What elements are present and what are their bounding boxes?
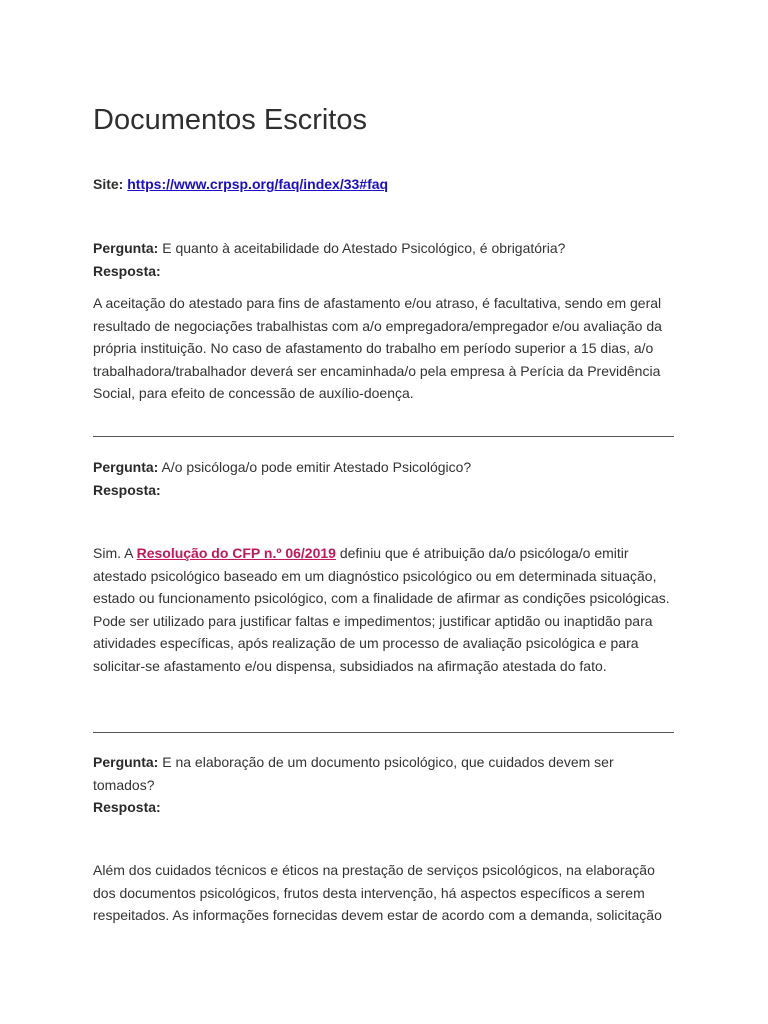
faq-item-2-answer xyxy=(93,542,675,677)
faq-item-2-question xyxy=(93,456,675,501)
faq-item-1-question xyxy=(93,237,675,282)
answer-rest: definiu que é atribuição da/o psicóloga/o emitir atestado psicológico baseado em um diagnóstico psicológico ou em determinada situação, estado ou funcionamento psicológico, com a finalidade de afirmar as condições psicológicas. Pode ser utilizado para justificar faltas e impedimentos; justificar aptidão ou inaptidão para atividades específicas, após realização de um processo de avaliação psicológica e para solicitar-se afastamento e/ou dispensa, subsidiados na afirmação atestada do fato. xyxy=(93,545,670,674)
question-label: Pergunta: xyxy=(93,754,159,770)
answer-label: Resposta: xyxy=(93,799,161,815)
divider xyxy=(93,436,674,437)
answer-text xyxy=(93,542,675,677)
faq-item-1-answer xyxy=(93,292,675,405)
answer-prefix: Sim. A xyxy=(93,545,137,561)
faq-item-3-question xyxy=(93,751,675,819)
divider xyxy=(93,732,674,733)
question-text: E quanto à aceitabilidade do Atestado Psicológico, é obrigatória? xyxy=(162,240,566,256)
site-link[interactable]: https://www.crpsp.org/faq/index/33#faq xyxy=(127,176,389,192)
question-label: Pergunta: xyxy=(93,240,159,256)
site-label: Site: xyxy=(93,176,124,192)
answer-label: Resposta: xyxy=(93,481,161,498)
site-line xyxy=(93,176,388,192)
answer-label: Resposta: xyxy=(93,262,161,279)
answer-text: Além dos cuidados técnicos e éticos na prestação de serviços psicológicos, na elaboração dos documentos psicológicos, frutos desta intervenção, há aspectos específicos a serem respeitados. As informações fornecidas devem estar de acordo com a demanda, solicitação xyxy=(93,862,662,923)
faq-item-3-answer xyxy=(93,859,675,927)
answer-text: A aceitação do atestado para fins de afastamento e/ou atraso, é facultativa, sendo em geral resultado de negociações trabalhistas com a/o empregadora/empregador e/ou avaliação da própria instituição. No caso de afastamento do trabalho em período superior a 15 dias, a/o trabalhadora/trabalhador deverá ser encaminhada/o pela empresa à Perícia da Previdência Social, para efeito de concessão de auxílio-doença. xyxy=(93,295,662,401)
question-text: E na elaboração de um documento psicológico, que cuidados devem ser tomados? xyxy=(93,754,614,793)
resolution-link[interactable]: Resolução do CFP n.º 06/2019 xyxy=(136,545,336,561)
page-title: Documentos Escritos xyxy=(93,104,367,136)
question-text: A/o psicóloga/o pode emitir Atestado Psicológico? xyxy=(161,459,472,475)
question-label: Pergunta: xyxy=(93,459,159,475)
